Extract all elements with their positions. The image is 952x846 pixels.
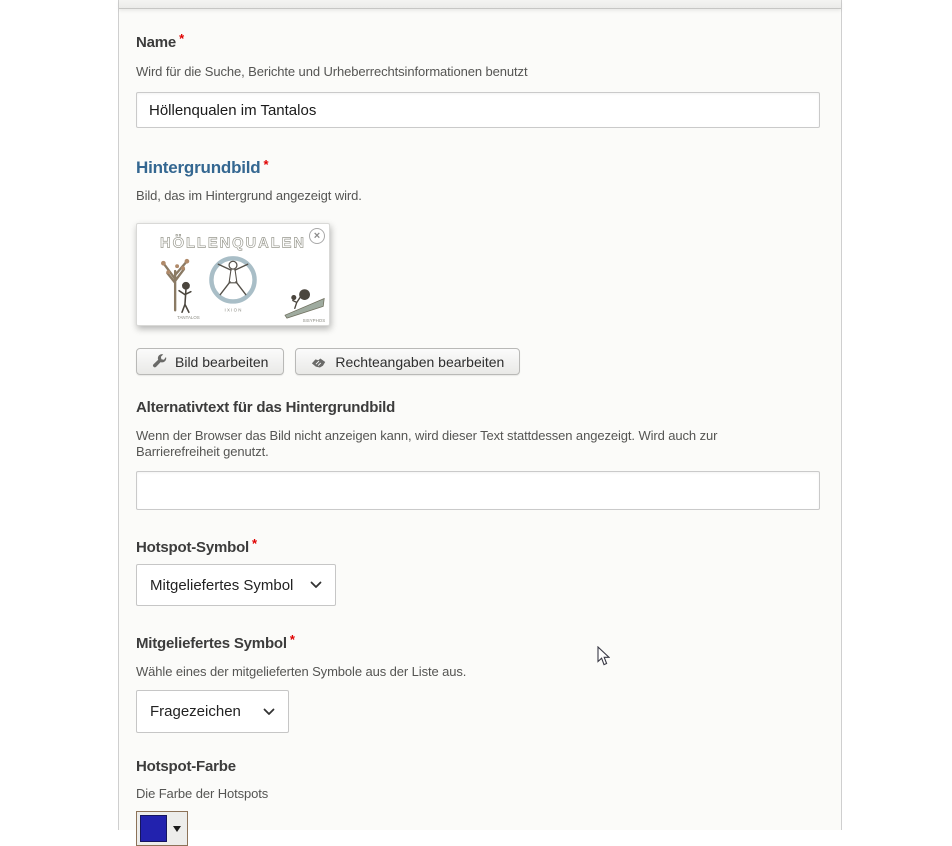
remove-image-button[interactable]	[309, 228, 325, 244]
hotspot-symbol-selected-value: Mitgeliefertes Symbol	[150, 576, 294, 594]
illustration-title-glyphs: HÖLLENQUALEN	[160, 235, 306, 252]
background-image-label	[136, 155, 820, 178]
edit-image-button[interactable]	[136, 348, 284, 375]
required-marker: *	[263, 157, 269, 172]
chevron-down-icon	[310, 581, 322, 589]
name-description: Wird für die Suche, Berichte und Urheberrechtsinformationen benutzt	[136, 64, 528, 79]
hotspot-symbol-label-text: Hotspot-Symbol	[136, 539, 250, 556]
required-marker: *	[289, 632, 295, 647]
name-label	[136, 30, 820, 52]
required-marker: *	[252, 536, 257, 551]
bundled-symbol-select[interactable]	[136, 690, 289, 733]
caption-tantalos-glyphs: TANTALOS	[177, 315, 200, 321]
chevron-down-icon	[263, 708, 275, 716]
hotspot-color-description: Die Farbe der Hotspots	[136, 786, 269, 801]
close-icon: ×	[313, 230, 321, 242]
image-actions-row	[136, 348, 820, 375]
edit-image-button-label: Bild bearbeiten	[175, 353, 269, 370]
required-marker: *	[179, 31, 184, 46]
edit-rights-button-label: Rechteangaben bearbeiten	[335, 353, 505, 370]
caption-sisyphos-glyphs: SISYPHOS	[302, 318, 326, 324]
alt-text-input[interactable]	[136, 471, 820, 510]
bundled-symbol-label	[136, 631, 820, 653]
form-content	[119, 9, 841, 846]
hotspot-color-label: Hotspot-Farbe	[136, 758, 236, 775]
hotspot-symbol-label	[136, 535, 820, 557]
bundled-symbol-description: Wähle eines der mitgelieferten Symbole aus der Liste aus.	[136, 664, 467, 679]
background-image-thumbnail	[136, 223, 330, 326]
form-panel	[118, 0, 842, 830]
alt-text-description: Wenn der Browser das Bild nicht anzeigen kann, wird dieser Text stattdessen angezeigt. Wird auch zur Barrierefreiheit genutzt.	[136, 428, 718, 459]
color-swatch	[140, 815, 167, 842]
background-image-label-text: Hintergrundbild	[136, 158, 261, 177]
bundled-symbol-label-text: Mitgeliefertes Symbol	[136, 635, 287, 652]
handshake-icon	[311, 355, 327, 369]
bundled-symbol-selected-value: Fragezeichen	[150, 703, 241, 720]
edit-rights-button[interactable]	[295, 348, 520, 375]
background-image-description: Bild, das im Hintergrund angezeigt wird.	[136, 188, 362, 203]
panel-top-strip	[119, 0, 841, 9]
name-label-text: Name	[136, 34, 177, 51]
wrench-icon	[152, 354, 167, 369]
alt-text-label: Alternativtext für das Hintergrundbild	[136, 399, 396, 416]
caret-down-icon	[173, 826, 181, 832]
name-input[interactable]	[136, 92, 820, 128]
hotspot-color-picker[interactable]	[136, 811, 188, 846]
hotspot-symbol-select[interactable]	[136, 564, 336, 606]
caption-ixion-glyphs: I X I O N	[224, 307, 242, 313]
hoellenqualen-illustration	[137, 224, 329, 325]
